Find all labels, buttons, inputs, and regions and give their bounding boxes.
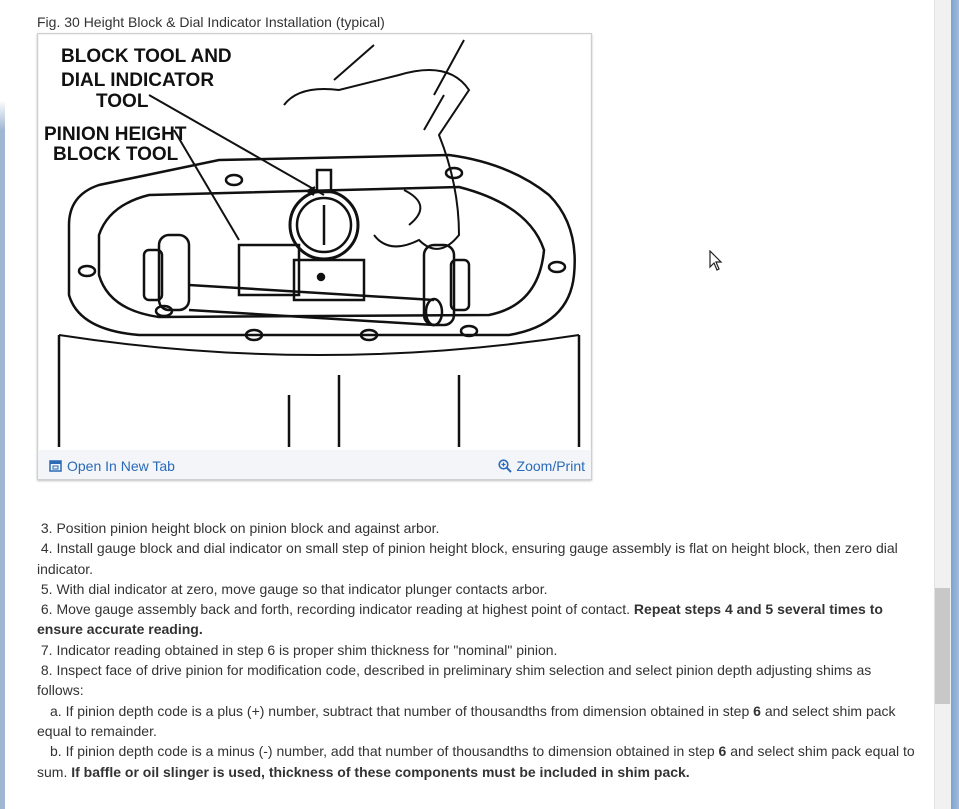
step-8: 8. Inspect face of drive pinion for modification code, described in preliminary shim selection and select pinion depth adjusting shims as follows: — [37, 662, 872, 699]
scrollbar-thumb[interactable] — [935, 588, 950, 704]
step-3: 3. Position pinion height block on pinion block and against arbor. — [40, 520, 440, 536]
figure-caption: Fig. 30 Height Block & Dial Indicator Installation (typical) — [37, 14, 385, 30]
external-window-icon — [49, 460, 62, 472]
zoom-print-label: Zoom/Print — [516, 458, 585, 474]
step-6: 6. Move gauge assembly back and forth, recording indicator reading at highest point of contact. Repeat steps 4 and 5 several times to ensure accurate reading. — [37, 601, 883, 638]
substep-b-emphasis: If baffle or oil slinger is used, thickness of these components must be included in shim pack. — [71, 763, 690, 780]
procedure-steps — [37, 518, 917, 782]
step-5: 5. With dial indicator at zero, move gauge so that indicator plunger contacts arbor. — [40, 580, 548, 597]
substep-a: a. If pinion depth code is a plus (+) number, subtract that number of thousandths from dimension obtained in step 6 and select shim pack equal to remainder. — [37, 702, 896, 739]
step-4: 4. Install gauge block and dial indicator on small step of pinion height block, ensuring gauge assembly is flat on height block, then zero dial indicator. — [37, 540, 898, 577]
label-pinion-line1: PINION HEIGHT — [44, 124, 187, 145]
step-6-emphasis: Repeat steps 4 and 5 several times to ensure accurate reading. — [37, 601, 883, 638]
label-pinion-line2: BLOCK TOOL — [53, 144, 179, 165]
figure-toolbar — [38, 450, 591, 479]
step-7: 7. Indicator reading obtained in step 6 is proper shim thickness for "nominal" pinion. — [40, 641, 558, 658]
figure-container — [37, 33, 592, 480]
figure-illustration — [39, 35, 590, 450]
zoom-print-link[interactable] — [498, 458, 585, 474]
open-new-tab-link[interactable] — [49, 458, 175, 474]
window-right-edge — [951, 0, 959, 809]
window-left-edge — [0, 0, 5, 809]
substep-b: b. If pinion depth code is a minus (-) number, add that number of thousandths to dimension obtained in step 6 and select shim pack equal to sum. If baffle or oil slinger is used, thickness of these components must be included in shim pack. — [37, 743, 915, 780]
label-block-tool-line1: BLOCK TOOL AND — [61, 46, 232, 67]
diagram-drawing — [39, 35, 590, 450]
mouse-pointer-icon — [709, 250, 723, 277]
label-block-tool-line3: TOOL — [96, 91, 149, 112]
label-block-tool-line2: DIAL INDICATOR — [61, 70, 215, 91]
open-new-tab-label: Open In New Tab — [67, 458, 175, 474]
magnifier-plus-icon — [498, 459, 512, 473]
